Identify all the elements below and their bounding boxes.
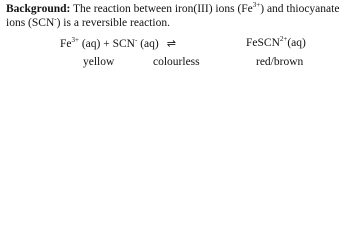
background-text-part3: ) is a reversible reaction. — [56, 17, 170, 29]
background-text-part2: ) and thiocyanate ions (SCN — [6, 3, 340, 29]
product-formula: FeSCN — [246, 37, 280, 49]
reactant1-formula: Fe — [60, 38, 72, 50]
scn-charge: - — [54, 15, 57, 24]
reactant1-state: (aq) — [78, 38, 101, 50]
product-state: (aq) — [287, 37, 306, 49]
reactant2-charge: - — [134, 36, 138, 45]
reactant1-color: yellow — [83, 56, 115, 68]
equation-left — [60, 37, 176, 51]
equation-right — [246, 37, 306, 50]
fe-charge: 3+ — [252, 1, 261, 10]
reactant2-state: (aq) — [137, 38, 159, 50]
reactant1-charge: 3+ — [71, 36, 79, 45]
reactant2-formula: SCN — [112, 38, 135, 50]
background-paragraph — [6, 2, 346, 30]
product-charge: 2+ — [279, 35, 288, 44]
background-text-part1: The reaction between iron(III) ions (Fe — [70, 3, 253, 15]
equilibrium-arrow-icon: ⇌ — [166, 37, 176, 50]
background-label: Background: — [6, 3, 71, 15]
reactant2-color: colourless — [153, 56, 200, 68]
plus-sign: + — [100, 38, 113, 50]
product-color: red/brown — [256, 56, 304, 68]
